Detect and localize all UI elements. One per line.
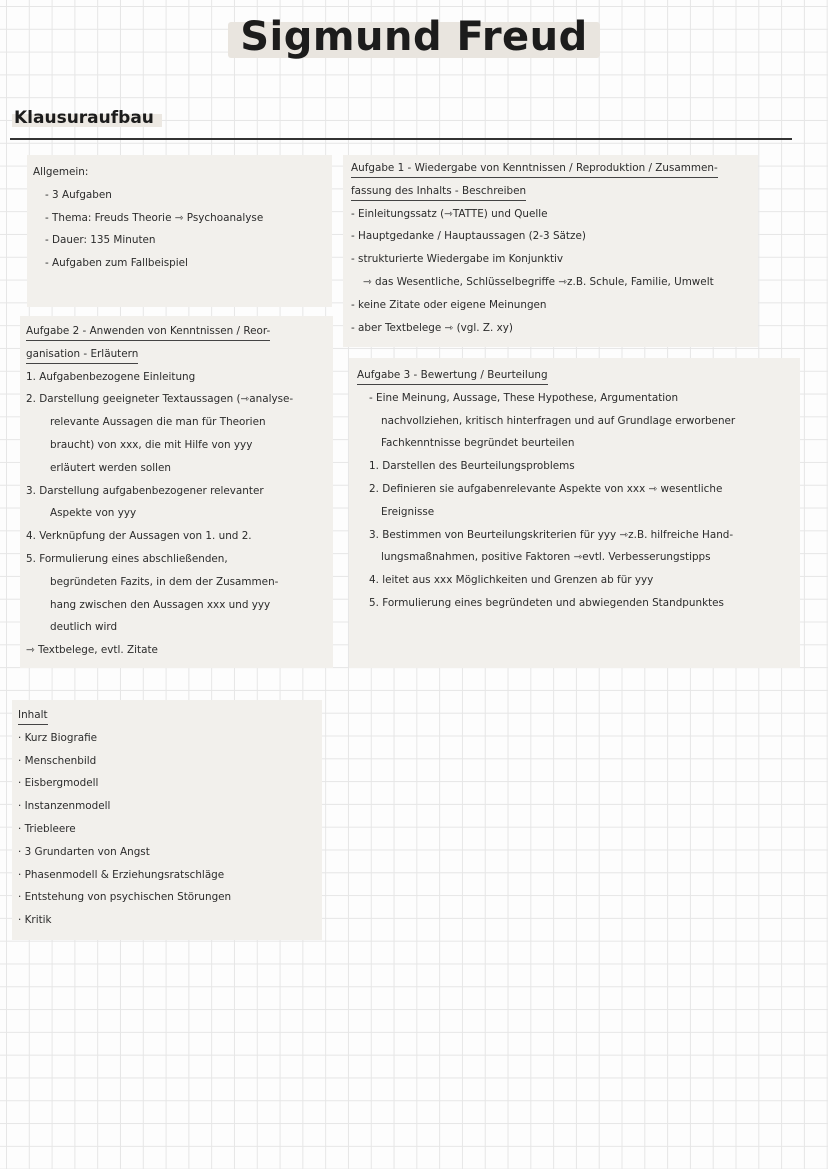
list-item: · Phasenmodell & Erziehungsratschläge [18, 868, 225, 881]
aufgabe1-box [343, 155, 758, 347]
page-title: Sigmund Freud [228, 14, 600, 60]
list-item: · Instanzenmodell [18, 800, 111, 813]
list-item: 5. Formulierung eines abschließenden, [26, 552, 228, 565]
list-item: 5. Formulierung eines begründeten und abwiegenden Standpunktes [369, 596, 724, 609]
list-item: · Entstehung von psychischen Störungen [18, 891, 232, 904]
list-item: nachvollziehen, kritisch hinterfragen und auf Grundlage erworbener [381, 414, 736, 427]
list-item: - strukturierte Wiedergabe im Konjunktiv [351, 253, 564, 266]
list-item: · Kurz Biografie [18, 731, 98, 744]
aufgabe2-box [20, 316, 333, 668]
section-divider [10, 138, 792, 140]
list-item: erläutert werden sollen [50, 461, 171, 474]
list-item: begründeten Fazits, in dem der Zusammen- [50, 575, 279, 588]
list-item: - Aufgaben zum Fallbeispiel [45, 257, 188, 270]
list-item: lungsmaßnahmen, positive Faktoren ⇾evtl. Verbesserungstipps [381, 551, 711, 564]
aufgabe2-heading-line2: ganisation - Erläutern [26, 345, 138, 364]
list-item: 3. Darstellung aufgabenbezogener relevanter [26, 484, 264, 497]
list-item: · Menschenbild [18, 754, 97, 767]
title-container [0, 14, 828, 60]
list-item: relevante Aussagen die man für Theorien [50, 416, 266, 429]
list-item: deutlich wird [50, 621, 118, 634]
list-item: 4. Verknüpfung der Aussagen von 1. und 2. [26, 530, 252, 543]
list-item: Fachkenntnisse begründet beurteilen [381, 437, 575, 450]
allgemein-box [27, 155, 332, 307]
inhalt-heading: Inhalt [18, 706, 48, 725]
inhalt-box [12, 700, 322, 940]
list-item: Aspekte von yyy [50, 507, 137, 520]
aufgabe2-heading-line1: Aufgabe 2 - Anwenden von Kenntnissen / Reor- [26, 322, 270, 341]
list-item: ⇾ das Wesentliche, Schlüsselbegriffe ⇾z.B. Schule, Familie, Umwelt [363, 275, 714, 288]
list-item: - Hauptgedanke / Hauptaussagen (2-3 Sätze) [351, 230, 586, 243]
list-item: - Thema: Freuds Theorie ⇾ Psychoanalyse [45, 211, 264, 224]
list-item: 1. Darstellen des Beurteilungsproblems [369, 460, 575, 473]
list-item: - Einleitungssatz (⇾TATTE) und Quelle [351, 207, 548, 220]
list-item: - 3 Aufgaben [45, 188, 112, 201]
aufgabe1-heading-line2: fassung des Inhalts - Beschreiben [351, 182, 526, 201]
list-item: · 3 Grundarten von Angst [18, 845, 150, 858]
list-item: hang zwischen den Aussagen xxx und yyy [50, 598, 271, 611]
list-item: braucht) von xxx, die mit Hilfe von yyy [50, 438, 253, 451]
list-item: · Kritik [18, 914, 52, 927]
list-item: - Dauer: 135 Minuten [45, 234, 156, 247]
list-item: - keine Zitate oder eigene Meinungen [351, 298, 547, 311]
list-item: 4. leitet aus xxx Möglichkeiten und Grenzen ab für yyy [369, 574, 654, 587]
section-title: Klausuraufbau [12, 108, 162, 128]
list-item: 2. Darstellung geeigneter Textaussagen (⇾analyse- [26, 393, 294, 406]
aufgabe1-heading-line1: Aufgabe 1 - Wiedergabe von Kenntnissen / Reproduktion / Zusammen- [351, 159, 718, 178]
list-item: Ereignisse [381, 505, 435, 518]
list-item: - Eine Meinung, Aussage, These Hypothese, Argumentation [369, 391, 679, 404]
list-item: 3. Bestimmen von Beurteilungskriterien für yyy ⇾z.B. hilfreiche Hand- [369, 528, 734, 541]
aufgabe3-box [349, 358, 800, 668]
list-item: ⇾ Textbelege, evtl. Zitate [26, 644, 158, 657]
list-item: 2. Definieren sie aufgabenrelevante Aspekte von xxx ⇾ wesentliche [369, 482, 723, 495]
list-item: - aber Textbelege ⇾ (vgl. Z. xy) [351, 321, 513, 334]
list-item: 1. Aufgabenbezogene Einleitung [26, 370, 196, 383]
list-item: · Triebleere [18, 822, 76, 835]
list-item: · Eisbergmodell [18, 777, 99, 790]
allgemein-heading: Allgemein: [33, 166, 89, 178]
aufgabe3-heading: Aufgabe 3 - Bewertung / Beurteilung [357, 366, 548, 385]
